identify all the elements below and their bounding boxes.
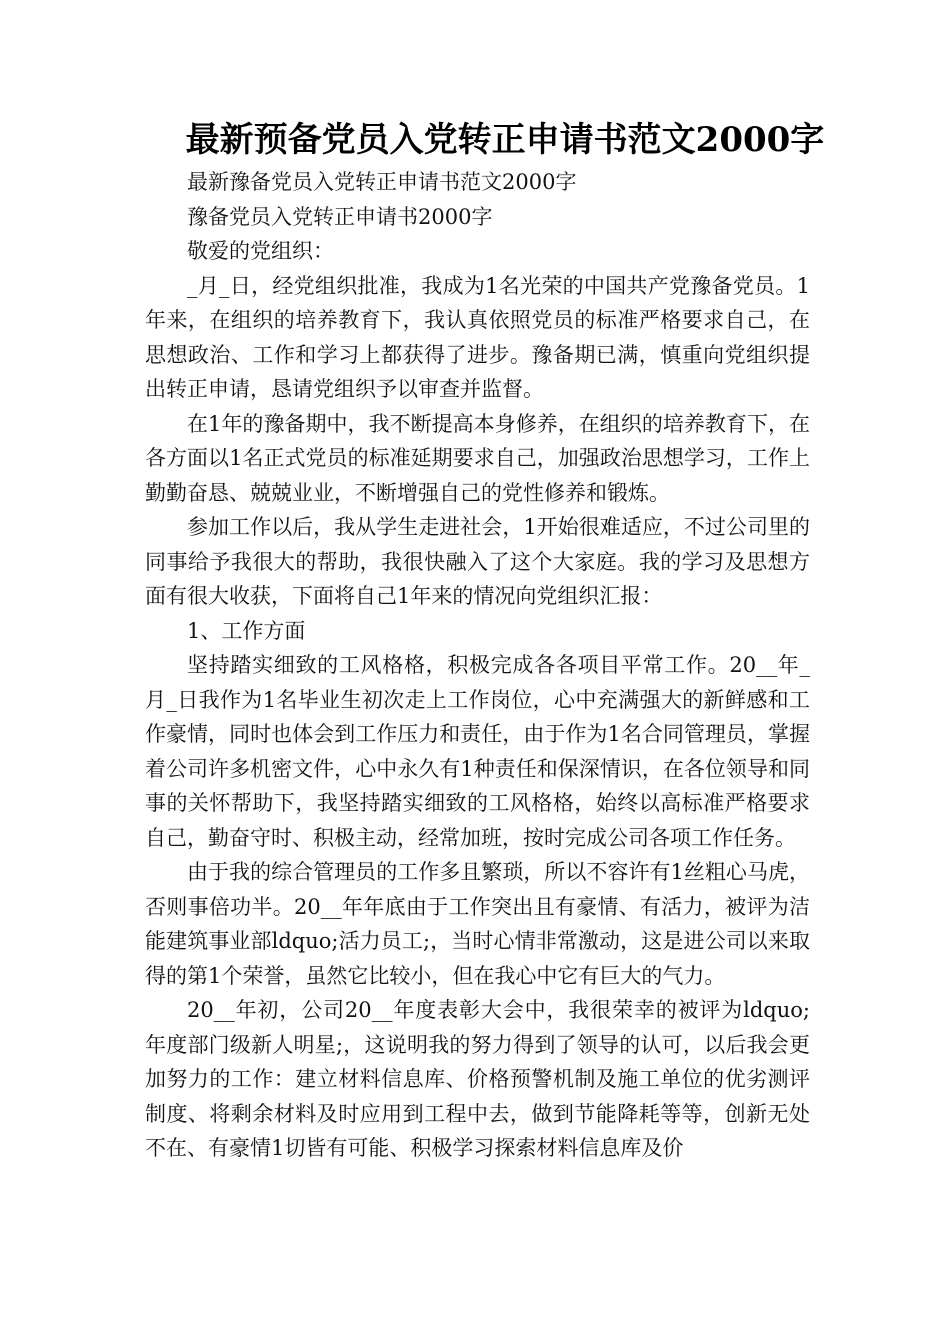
body-paragraph: 20__年初，公司20__年度表彰大会中，我很荣幸的被评为ldquo;年度部门级新人明星;，这说明我的努力得到了领导的认可，以后我会更加努力的工作：建立材料信息库、价格预警机制及施工单位的优劣测评制度、将剩余材料及时应用到工程中去，做到节能降耗等等，创新无处不在、有豪情1切皆有可能、积极学习探索材料信息库及价 — [145, 998, 810, 1160]
section-heading: 1、工作方面 — [187, 618, 306, 643]
subtitle-line: 豫备党员入党转正申请书2000字 — [187, 204, 493, 229]
body-paragraph: _月_日，经党组织批准，我成为1名光荣的中国共产党豫备党员。1年来，在组织的培养教育下，我认真依照党员的标准严格要求自己，在思想政治、工作和学习上都获得了进步。豫备期已满，慎重向党组织提出转正申请，恳请党组织予以审查并监督。 — [145, 273, 810, 401]
salutation: 敬爱的党组织： — [187, 239, 334, 263]
document-body — [145, 165, 810, 1166]
body-paragraph: 在1年的豫备期中，我不断提高本身修养，在组织的培养教育下，在各方面以1名正式党员的标准延期要求自己，加强政治思想学习，工作上勤勤奋恳、兢兢业业，不断增强自己的党性修养和锻炼。 — [145, 411, 810, 505]
body-paragraph: 参加工作以后，我从学生走进社会，1开始很难适应，不过公司里的同事给予我很大的帮助，我很快融入了这个大家庭。我的学习及思想方面有很大收获，下面将自己1年来的情况向党组织汇报： — [145, 515, 810, 608]
document-title: 最新预备党员入党转正申请书范文2000字 — [185, 120, 825, 160]
body-paragraph: 坚持踏实细致的工风格格，积极完成各各项目平常工作。20__年_月_日我作为1名毕业生初次走上工作岗位，心中充满强大的新鲜感和工作豪情，同时也体会到工作压力和责任，由于作为1名合同管理员，掌握着公司许多机密文件，心中永久有1种责任和保深情识，在各位领导和同事的关怀帮助下，我坚持踏实细致的工风格格，始终以高标准严格要求自己，勤奋守时、积极主动，经常加班，按时完成公司各项工作任务。 — [145, 653, 810, 850]
body-paragraph: 由于我的综合管理员的工作多且繁琐，所以不容许有1丝粗心马虎，否则事倍功半。20__年年底由于工作突出且有豪情、有活力，被评为洁能建筑事业部ldquo;活力员工;，当时心情非常激动，这是进公司以来取得的第1个荣誉，虽然它比较小，但在我心中它有巨大的气力。 — [145, 860, 810, 988]
subtitle-line: 最新豫备党员入党转正申请书范文2000字 — [187, 170, 577, 194]
